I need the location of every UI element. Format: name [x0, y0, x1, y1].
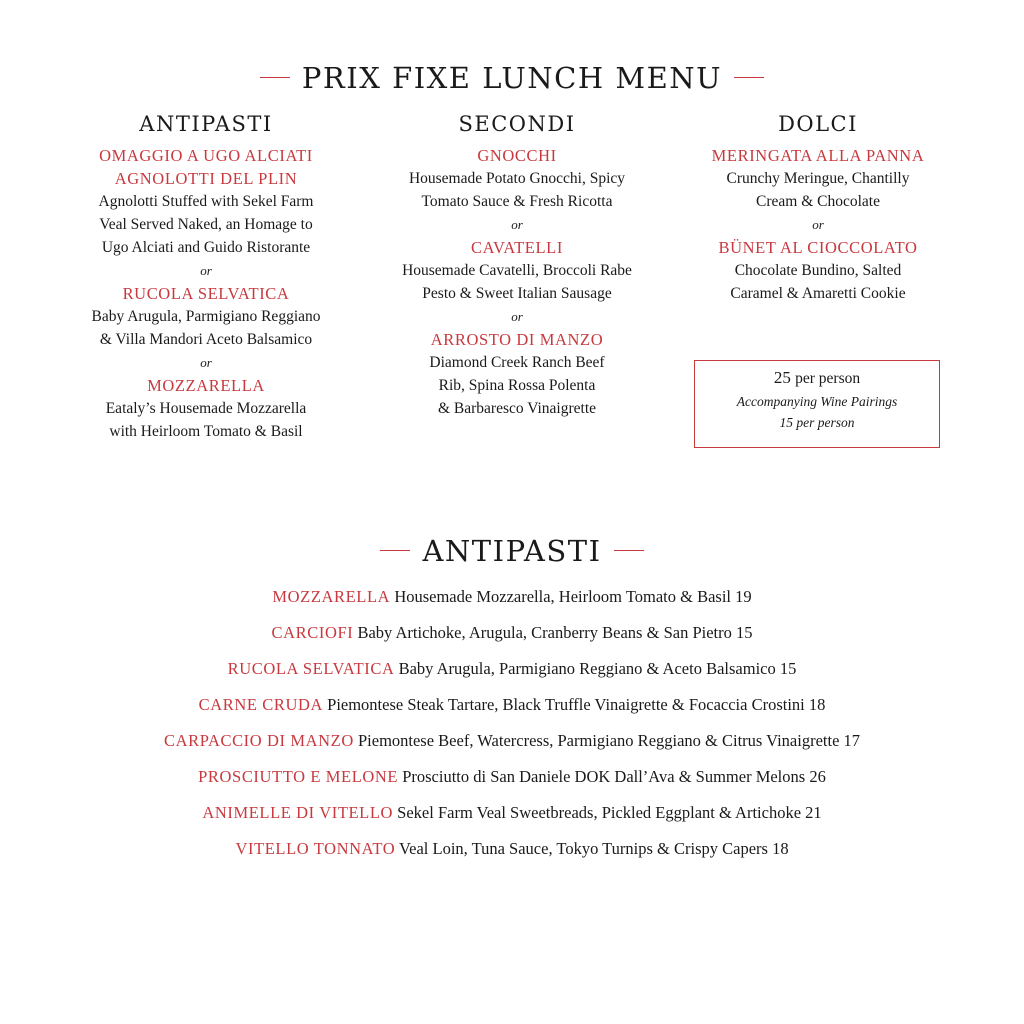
dish-description: Tomato Sauce & Fresh Ricotta	[421, 193, 613, 210]
dish-description: Veal Served Naked, an Homage to	[99, 216, 313, 233]
price-unit: per person	[795, 370, 861, 387]
item-price: 26	[809, 767, 826, 786]
price-value: 25	[773, 368, 791, 387]
item-name: CARCIOFI	[271, 623, 354, 642]
dish-name: CAVATELLI	[471, 238, 563, 257]
list-item	[0, 693, 1024, 729]
list-item	[0, 801, 1024, 837]
section-dash-right	[614, 550, 644, 551]
dish-description: Crunchy Meringue, Chantilly	[726, 170, 910, 187]
item-name: VITELLO TONNATO	[235, 839, 396, 858]
dish-description: with Heirloom Tomato & Basil	[109, 423, 303, 440]
dish-name: RUCOLA SELVATICA	[122, 284, 290, 303]
section-dash-left	[380, 550, 410, 551]
item-description: Veal Loin, Tuna Sauce, Tokyo Turnips & Crispy Capers	[399, 839, 768, 858]
dish-name: MOZZARELLA	[147, 376, 265, 395]
dish-name: OMAGGIO A UGO ALCIATI	[99, 146, 313, 165]
item-price: 17	[843, 731, 861, 750]
dish-description: Eataly’s Housemade Mozzarella	[105, 400, 307, 417]
dish-description: Pesto & Sweet Italian Sausage	[422, 285, 612, 302]
list-item	[0, 765, 1024, 801]
list-item	[0, 621, 1024, 657]
dish-description: Rib, Spina Rossa Polenta	[438, 377, 596, 394]
menu-title-row	[0, 60, 1024, 96]
item-description: Baby Artichoke, Arugula, Cranberry Beans & San Pietro	[357, 623, 732, 642]
item-name: PROSCIUTTO E MELONE	[198, 767, 399, 786]
dish-description: Cream & Chocolate	[756, 193, 880, 210]
a-la-carte-list	[0, 585, 1024, 873]
list-item	[0, 657, 1024, 693]
list-item	[0, 837, 1024, 873]
menu-title: PRIX FIXE LUNCH MENU	[301, 61, 723, 95]
item-description: Piemontese Steak Tartare, Black Truffle Vinaigrette & Focaccia Crostini	[327, 695, 805, 714]
item-name: ANIMELLE DI VITELLO	[202, 803, 394, 822]
or-separator: or	[812, 217, 824, 232]
dish-description: Housemade Cavatelli, Broccoli Rabe	[402, 262, 632, 279]
item-name: MOZZARELLA	[272, 587, 391, 606]
or-separator: or	[511, 309, 523, 324]
item-description: Sekel Farm Veal Sweetbreads, Pickled Eggplant & Artichoke	[397, 803, 802, 822]
item-price: 19	[735, 587, 752, 606]
dish-description: Housemade Potato Gnocchi, Spicy	[408, 170, 626, 187]
dish-description: & Barbaresco Vinaigrette	[437, 400, 597, 417]
or-separator: or	[200, 355, 212, 370]
item-description: Prosciutto di San Daniele DOK Dall’Ava & Summer Melons	[402, 767, 806, 786]
dish-description: Agnolotti Stuffed with Sekel Farm	[98, 193, 314, 210]
dish-description: Baby Arugula, Parmigiano Reggiano	[91, 308, 321, 325]
dish-description: Diamond Creek Ranch Beef	[429, 354, 605, 371]
section-title-row	[0, 533, 1024, 569]
dish-description: & Villa Mandori Aceto Balsamico	[99, 331, 313, 348]
item-name: RUCOLA SELVATICA	[227, 659, 395, 678]
section-title: ANTIPASTI	[422, 534, 602, 568]
dish-name: AGNOLOTTI DEL PLIN	[114, 169, 298, 188]
dish-name: MERINGATA ALLA PANNA	[711, 146, 925, 165]
item-name: CARNE CRUDA	[198, 695, 324, 714]
wine-pairing-price: 15 per person	[779, 415, 855, 430]
dish-description: Chocolate Bundino, Salted	[734, 262, 902, 279]
dish-name: BÜNET AL CIOCCOLATO	[718, 238, 918, 257]
item-price: 21	[805, 803, 822, 822]
item-price: 18	[808, 695, 826, 714]
or-separator: or	[200, 263, 212, 278]
title-dash-left	[260, 77, 290, 78]
dish-name: ARROSTO DI MANZO	[430, 330, 604, 349]
dish-description: Caramel & Amaretti Cookie	[730, 285, 906, 302]
column-antipasti	[56, 110, 356, 443]
price-line	[695, 367, 939, 390]
item-description: Housemade Mozzarella, Heirloom Tomato & Basil	[394, 587, 732, 606]
column-heading: SECONDI	[458, 112, 576, 136]
price-box	[694, 360, 940, 448]
dish-name: GNOCCHI	[477, 146, 557, 165]
item-name: CARPACCIO DI MANZO	[163, 731, 354, 750]
column-heading: ANTIPASTI	[139, 112, 273, 136]
column-secondi	[367, 110, 667, 420]
item-price: 15	[735, 623, 753, 642]
item-price: 15	[779, 659, 797, 678]
item-description: Baby Arugula, Parmigiano Reggiano & Aceto Balsamico	[398, 659, 776, 678]
wine-pairing-label: Accompanying Wine Pairings	[736, 394, 898, 409]
dish-description: Ugo Alciati and Guido Ristorante	[101, 239, 311, 256]
list-item	[0, 729, 1024, 765]
column-heading: DOLCI	[778, 112, 858, 136]
or-separator: or	[511, 217, 523, 232]
list-item	[0, 585, 1024, 621]
item-price: 18	[772, 839, 789, 858]
item-description: Piemontese Beef, Watercress, Parmigiano Reggiano & Citrus Vinaigrette	[357, 731, 840, 750]
column-dolci	[668, 110, 968, 305]
title-dash-right	[734, 77, 764, 78]
